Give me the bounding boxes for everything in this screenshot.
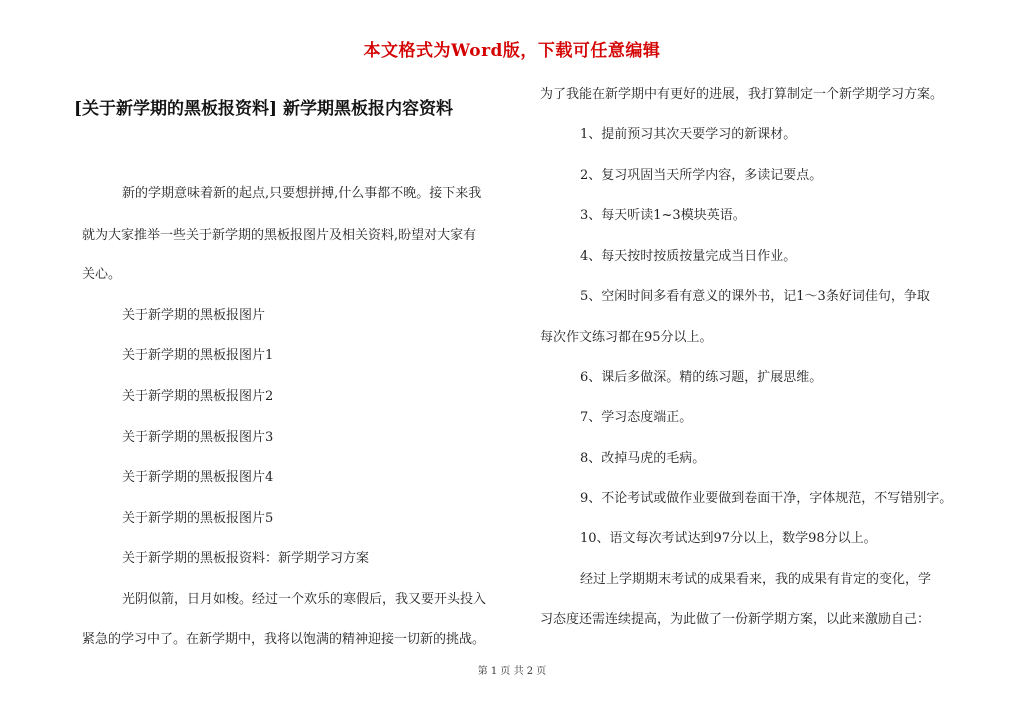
closing-line-1: 经过上学期期末考试的成果看来，我的成果有肯定的变化，学 xyxy=(580,572,932,587)
document-title: [关于新学期的黑板报资料] 新学期黑板报内容资料 xyxy=(74,99,454,119)
closing-line-2: 习态度还需连续提高，为此做了一份新学期方案，以此来激励自己： xyxy=(540,612,931,627)
plan-item-9: 9、不论考试或做作业要做到卷面干净，字体规范，不写错别字。 xyxy=(580,491,953,506)
plan-item-5-line-1: 5、空闲时间多看有意义的课外书，记1～3条好词佳句，争取 xyxy=(580,289,930,304)
plan-item-7: 7、学习态度端正。 xyxy=(580,410,693,425)
plan-item-4: 4、每天按时按质按量完成当日作业。 xyxy=(580,249,797,264)
plan-item-3: 3、每天听读1~3模块英语。 xyxy=(580,208,746,223)
plan-item-1: 1、提前预习其次天要学习的新课材。 xyxy=(580,127,797,142)
picture-caption-1: 关于新学期的黑板报图片1 xyxy=(122,348,274,363)
page-footer: 第 1 页 共 2 页 xyxy=(477,666,547,677)
plan-item-8: 8、改掉马虎的毛病。 xyxy=(580,451,706,466)
intro-line-1: 新的学期意味着新的起点,只要想拼搏,什么事都不晚。接下来我 xyxy=(122,186,482,201)
plan-item-5-line-2: 每次作文练习都在95分以上。 xyxy=(540,330,713,345)
picture-caption-4: 关于新学期的黑板报图片4 xyxy=(122,470,274,485)
heading-pictures: 关于新学期的黑板报图片 xyxy=(122,308,266,323)
body-line-1: 光阴似箭，日月如梭。经过一个欢乐的寒假后，我又要开头投入 xyxy=(122,592,487,607)
edit-banner: 本文格式为Word版，下载可任意编辑 xyxy=(363,41,661,61)
plan-lead: 为了我能在新学期中有更好的进展，我打算制定一个新学期学习方案。 xyxy=(540,87,944,102)
body-line-2: 紧急的学习中了。在新学期中，我将以饱满的精神迎接一切新的挑战。 xyxy=(82,632,486,647)
plan-item-6: 6、课后多做深。精的练习题，扩展思维。 xyxy=(580,370,823,385)
heading-material: 关于新学期的黑板报资料：新学期学习方案 xyxy=(122,551,370,566)
plan-item-2: 2、复习巩固当天所学内容，多读记要点。 xyxy=(580,168,823,183)
intro-line-2: 就为大家推举一些关于新学期的黑板报图片及相关资料,盼望对大家有 xyxy=(82,228,477,243)
intro-line-3: 关心。 xyxy=(82,267,122,282)
picture-caption-3: 关于新学期的黑板报图片3 xyxy=(122,430,274,445)
picture-caption-5: 关于新学期的黑板报图片5 xyxy=(122,511,274,526)
picture-caption-2: 关于新学期的黑板报图片2 xyxy=(122,389,274,404)
plan-item-10: 10、语文每次考试达到97分以上，数学98分以上。 xyxy=(580,531,877,546)
